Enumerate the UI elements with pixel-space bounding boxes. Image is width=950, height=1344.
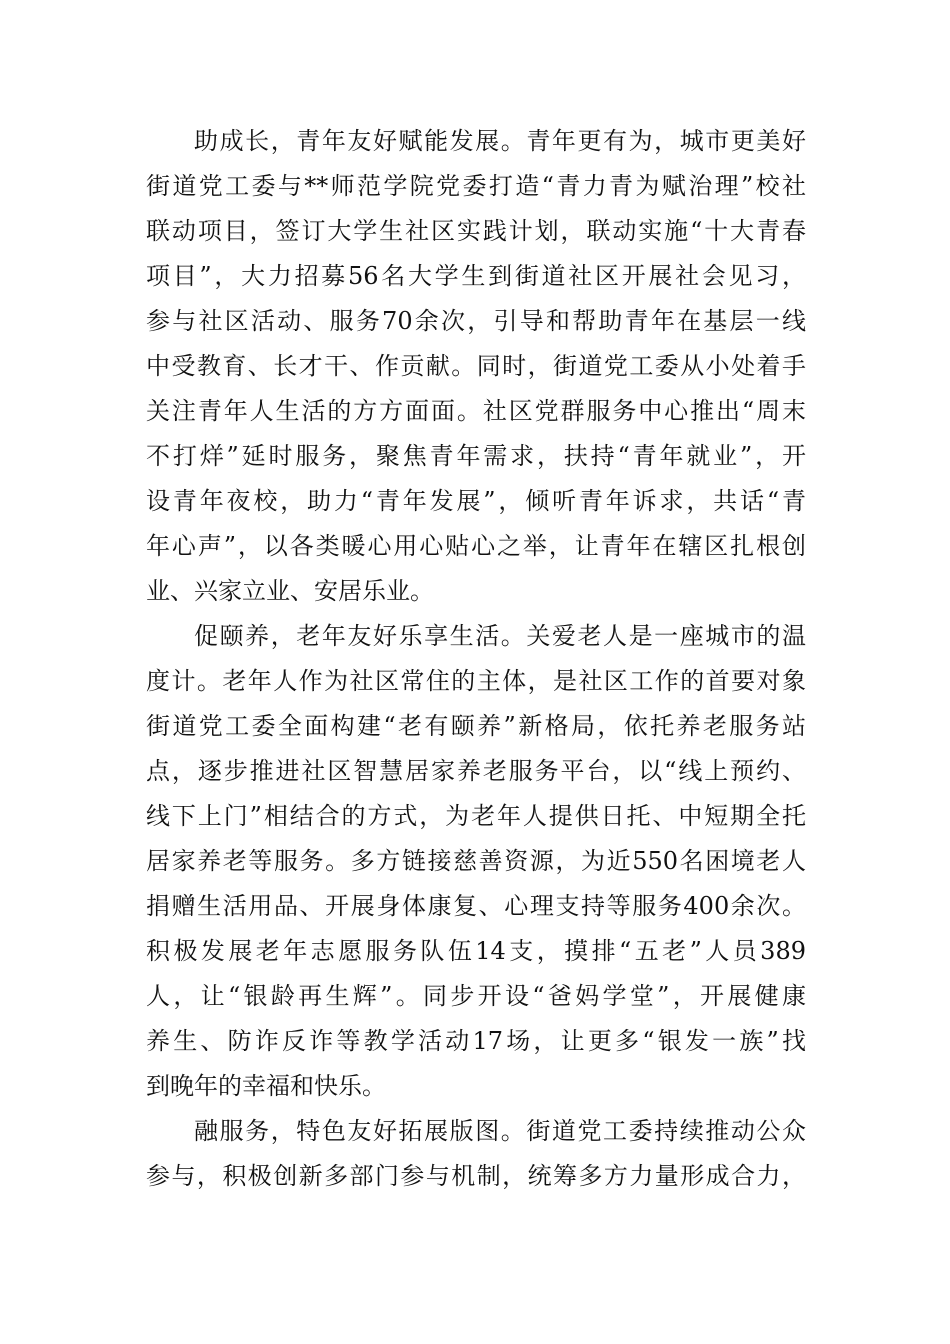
text-line: 参与社区活动、服务70余次，引导和帮助青年在基层一线	[146, 307, 806, 335]
text-line: 捐赠生活用品、开展身体康复、心理支持等服务400余次。	[146, 892, 806, 920]
text-line: 街道党工委全面构建“老有颐养”新格局，依托养老服务站	[146, 712, 806, 740]
text-line: 中受教育、长才干、作贡献。同时，街道党工委从小处着手	[146, 352, 806, 380]
text-line: 不打烊”延时服务，聚焦青年需求，扶持“青年就业”，开	[146, 442, 806, 470]
text-line: 人，让“银龄再生辉”。同步开设“爸妈学堂”，开展健康	[146, 982, 806, 1010]
text-line: 助成长，青年友好赋能发展。青年更有为，城市更美好	[194, 127, 806, 155]
text-line: 居家养老等服务。多方链接慈善资源，为近550名困境老人	[146, 847, 806, 875]
text-line: 年心声”，以各类暖心用心贴心之举，让青年在辖区扎根创	[146, 532, 806, 560]
text-line: 积极发展老年志愿服务队伍14支，摸排“五老”人员389	[146, 937, 806, 965]
text-line: 点，逐步推进社区智慧居家养老服务平台，以“线上预约、	[146, 757, 806, 785]
text-line: 促颐养，老年友好乐享生活。关爱老人是一座城市的温	[194, 622, 806, 650]
text-line: 度计。老年人作为社区常住的主体，是社区工作的首要对象	[146, 667, 806, 695]
text-line: 设青年夜校，助力“青年发展”，倾听青年诉求，共话“青	[146, 487, 806, 515]
text-line: 联动项目，签订大学生社区实践计划，联动实施“十大青春	[146, 217, 806, 245]
text-line: 养生、防诈反诈等教学活动17场，让更多“银发一族”找	[146, 1027, 806, 1055]
text-line: 线下上门”相结合的方式，为老年人提供日托、中短期全托	[146, 802, 806, 830]
text-line: 业、兴家立业、安居乐业。	[146, 577, 434, 605]
text-line: 关注青年人生活的方方面面。社区党群服务中心推出“周末	[146, 397, 806, 425]
text-line: 到晚年的幸福和快乐。	[146, 1072, 386, 1100]
text-line: 参与，积极创新多部门参与机制，统筹多方力量形成合力，	[146, 1162, 806, 1190]
text-line: 融服务，特色友好拓展版图。街道党工委持续推动公众	[194, 1117, 806, 1145]
text-line: 街道党工委与**师范学院党委打造“青力青为赋治理”校社	[146, 172, 806, 200]
text-line: 项目”，大力招募56名大学生到街道社区开展社会见习，	[146, 262, 806, 290]
